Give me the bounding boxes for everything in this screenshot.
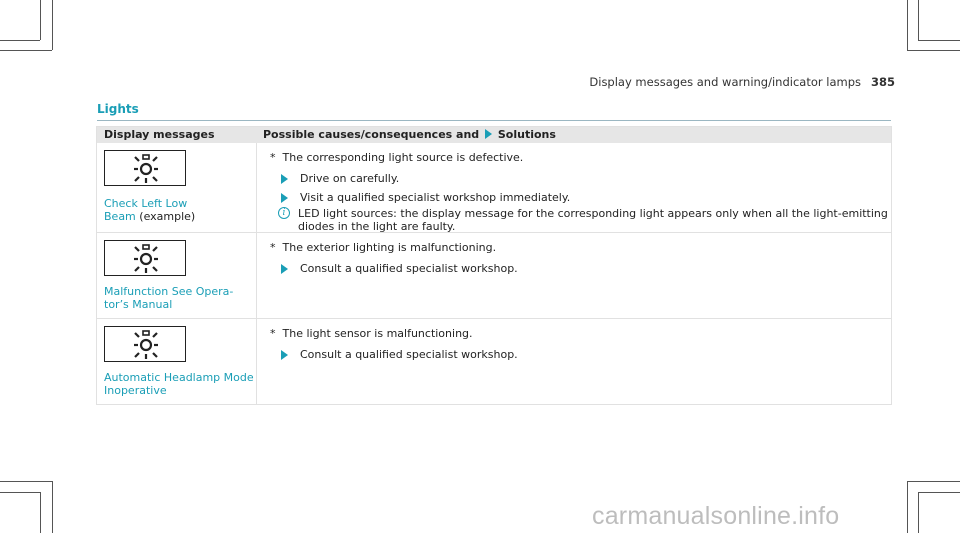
running-header-title: Display messages and warning/indicator lamps [589, 75, 861, 89]
table-row [97, 233, 891, 319]
crop-mark [918, 492, 960, 493]
cause-text: The light sensor is malfunctioning. [282, 327, 473, 340]
crop-mark [52, 0, 53, 50]
section-title: Lights [97, 102, 139, 116]
solution-arrow-icon [281, 264, 288, 274]
table-row [97, 143, 891, 233]
solution-text: Drive on carefully. [300, 172, 400, 185]
info-note-line: LED light sources: the display message for the corresponding light appears only when all the light-emitting [298, 207, 888, 220]
solution-item [300, 348, 518, 361]
solution-text: Consult a qualified specialist workshop. [300, 262, 518, 275]
solution-item [300, 172, 399, 185]
display-message [104, 371, 254, 397]
column-header-messages: Display messages [104, 128, 215, 141]
indicator-lamp-frame [104, 150, 186, 186]
cause-asterisk: * [270, 241, 276, 254]
crop-mark [0, 40, 40, 41]
cause-line [270, 327, 473, 340]
solution-text: Consult a qualified specialist workshop. [300, 348, 518, 361]
cause-asterisk: * [270, 327, 276, 340]
display-message-text: Automatic Headlamp Mode [104, 371, 254, 384]
crop-mark [0, 481, 52, 482]
crop-mark [52, 481, 53, 533]
solution-arrow-icon [281, 193, 288, 203]
cause-line [270, 151, 523, 164]
column-header-solutions-suffix: Solutions [497, 128, 556, 141]
crop-mark [907, 0, 908, 50]
display-message-text: tor’s Manual [104, 298, 173, 311]
crop-mark [918, 492, 919, 533]
info-note-line: diodes in the light are faulty. [298, 220, 456, 233]
crop-mark [40, 0, 41, 40]
section-divider [97, 120, 891, 121]
display-message-text: Malfunction See Opera- [104, 285, 234, 298]
info-icon: i [278, 207, 290, 219]
running-header [589, 75, 895, 91]
display-messages-table [96, 126, 892, 405]
cause-text: The corresponding light source is defective. [282, 151, 524, 164]
cause-line [270, 241, 496, 254]
crop-mark [918, 0, 919, 40]
crop-mark [907, 481, 960, 482]
indicator-lamp-frame [104, 326, 186, 362]
crop-mark [0, 50, 52, 51]
solution-item [300, 262, 518, 275]
light-fault-lamp-icon [134, 154, 158, 184]
crop-mark [907, 50, 960, 51]
solution-item [300, 191, 570, 204]
indicator-lamp-frame [104, 240, 186, 276]
column-header-solutions [263, 128, 556, 141]
light-fault-lamp-icon [134, 330, 158, 360]
display-message-text: Inoperative [104, 384, 167, 397]
solution-arrow-icon [281, 174, 288, 184]
crop-mark [40, 492, 41, 533]
table-header [97, 127, 891, 143]
solution-text: Visit a qualified specialist workshop immediately. [300, 191, 571, 204]
crop-mark [907, 481, 908, 533]
display-message [104, 197, 254, 223]
watermark: carmanualsonline.info [592, 502, 840, 530]
info-note [282, 207, 888, 233]
solution-arrow-icon [281, 350, 288, 360]
page-number: 385 [870, 75, 895, 89]
solution-arrow-icon [485, 129, 492, 139]
cause-asterisk: * [270, 151, 276, 164]
display-message [104, 285, 254, 311]
cause-text: The exterior lighting is malfunctioning. [282, 241, 497, 254]
crop-mark [918, 40, 960, 41]
display-message-text: Check Left Low Beam [104, 197, 188, 223]
crop-mark [0, 492, 40, 493]
table-row [97, 319, 891, 404]
display-message-note: (example) [139, 210, 196, 223]
column-header-solutions-prefix: Possible causes/consequences and [263, 128, 480, 141]
light-fault-lamp-icon [134, 244, 158, 274]
